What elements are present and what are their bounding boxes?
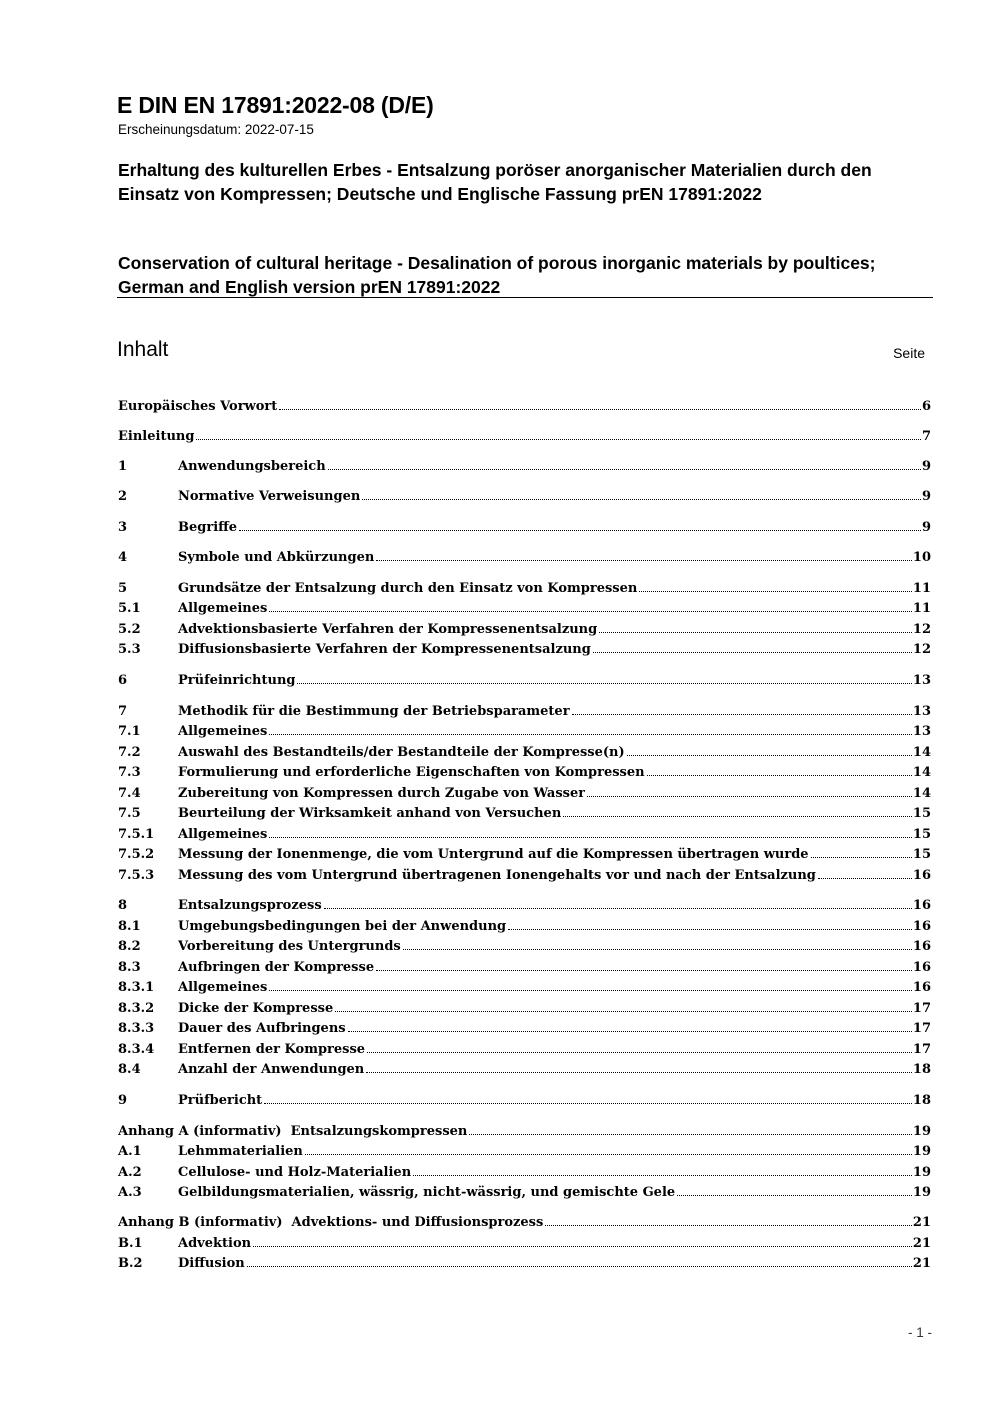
toc-entry-title: Beurteilung der Wirksamkeit anhand von Versuchen — [178, 806, 562, 821]
toc-dot-leader — [376, 970, 912, 971]
toc-dot-leader — [811, 857, 912, 858]
toc-entry-page: 7 — [921, 429, 931, 444]
toc-dot-leader — [362, 499, 921, 500]
toc-entry-title: Dauer des Aufbringens — [178, 1021, 346, 1036]
toc-dot-leader — [279, 409, 921, 410]
toc-entry-title: Prüfbericht — [178, 1093, 263, 1108]
toc-entry-number: 8.2 — [118, 939, 141, 954]
toc-dot-leader — [413, 1175, 912, 1176]
toc-entry-number: A.1 — [118, 1144, 142, 1159]
toc-entry[interactable] — [118, 598, 931, 616]
toc-entry-page: 13 — [912, 704, 931, 719]
toc-entry[interactable] — [118, 865, 931, 883]
toc-entry-number: 2 — [118, 489, 128, 504]
toc-entry-title: Diffusion — [178, 1256, 245, 1271]
toc-entry-page: 13 — [912, 724, 931, 739]
toc-entry-title: Normative Verweisungen — [178, 489, 361, 504]
toc-entry-title: Zubereitung von Kompressen durch Zugabe von Wasser — [178, 786, 586, 801]
toc-entry-page: 12 — [912, 622, 931, 637]
toc-entry[interactable] — [118, 1121, 931, 1139]
toc-page-label: Seite — [893, 345, 925, 361]
toc-entry[interactable] — [118, 824, 931, 842]
toc-entry-number: 7 — [118, 704, 128, 719]
toc-entry-number: 8.3 — [118, 960, 141, 975]
toc-entry-title: Entsalzungsprozess — [178, 898, 322, 913]
toc-entry[interactable] — [118, 426, 931, 444]
toc-entry-page: 9 — [921, 520, 931, 535]
toc-entry-page: 15 — [912, 806, 931, 821]
toc-entry-title: Anhang A (informativ) Entsalzungskompressen — [118, 1124, 468, 1139]
toc-entry-page: 21 — [912, 1215, 931, 1230]
toc-entry-number: 5.2 — [118, 622, 141, 637]
toc-entry-number: 5.3 — [118, 642, 141, 657]
toc-entry-number: 8.3.3 — [118, 1021, 155, 1036]
toc-dot-leader — [572, 714, 912, 715]
toc-entry[interactable] — [118, 957, 931, 975]
toc-entry-title: Advektion — [178, 1236, 252, 1251]
toc-entry[interactable] — [118, 547, 931, 565]
toc-entry-page: 15 — [912, 847, 931, 862]
toc-entry-page: 21 — [912, 1256, 931, 1271]
toc-entry-page: 18 — [912, 1062, 931, 1077]
toc-entry-page: 14 — [912, 765, 931, 780]
toc-entry[interactable] — [118, 396, 931, 414]
toc-dot-leader — [328, 469, 921, 470]
toc-entry-title: Grundsätze der Entsalzung durch den Einsatz von Kompressen — [178, 581, 638, 596]
toc-entry-title: Methodik für die Bestimmung der Betriebsparameter — [178, 704, 570, 719]
toc-entry-page: 16 — [912, 980, 931, 995]
toc-entry-number: B.2 — [118, 1256, 143, 1271]
toc-dot-leader — [469, 1134, 912, 1135]
toc-entry-page: 11 — [912, 581, 931, 596]
toc-entry-page: 11 — [912, 601, 931, 616]
toc-dot-leader — [269, 734, 912, 735]
toc-entry-title: Entfernen der Kompresse — [178, 1042, 366, 1057]
toc-entry-page: 14 — [912, 745, 931, 760]
toc-entry-title: Allgemeines — [178, 601, 268, 616]
toc-entry-page: 19 — [912, 1185, 931, 1200]
toc-dot-leader — [818, 878, 912, 879]
toc-entry-title: Aufbringen der Kompresse — [178, 960, 375, 975]
toc-entry-number: 8.3.4 — [118, 1042, 155, 1057]
toc-entry[interactable] — [118, 1233, 931, 1251]
toc-entry-number: 4 — [118, 550, 128, 565]
toc-entry-page: 19 — [912, 1165, 931, 1180]
toc-entry-number: 8.3.2 — [118, 1001, 155, 1016]
toc-entry-page: 9 — [921, 459, 931, 474]
toc-entry-title: Messung der Ionenmenge, die vom Untergrund auf die Kompressen übertragen wurde — [178, 847, 809, 862]
toc-entry[interactable] — [118, 998, 931, 1016]
toc-entry[interactable] — [118, 721, 931, 739]
toc-dot-leader — [269, 990, 912, 991]
toc-entry-page: 17 — [912, 1021, 931, 1036]
toc-entry[interactable] — [118, 1212, 931, 1230]
toc-heading: Inhalt — [117, 338, 169, 361]
page-number: - 1 - — [907, 1325, 932, 1340]
toc-dot-leader — [335, 1011, 912, 1012]
toc-entry[interactable] — [118, 1090, 931, 1108]
document-id: E DIN EN 17891:2022-08 (D/E) — [117, 92, 434, 118]
toc-entry-page: 19 — [912, 1144, 931, 1159]
toc-entry-page: 12 — [912, 642, 931, 657]
toc-dot-leader — [253, 1246, 912, 1247]
toc-entry-page: 9 — [921, 489, 931, 504]
toc-entry-number: 3 — [118, 520, 128, 535]
toc-entry-page: 15 — [912, 827, 931, 842]
toc-dot-leader — [196, 439, 921, 440]
toc-entry-title: Allgemeines — [178, 724, 268, 739]
toc-dot-leader — [324, 908, 912, 909]
toc-entry-number: 5 — [118, 581, 128, 596]
toc-entry-number: 7.2 — [118, 745, 141, 760]
toc-entry-page: 6 — [921, 399, 931, 414]
toc-dot-leader — [593, 652, 912, 653]
toc-entry-title: Advektionsbasierte Verfahren der Kompressenentsalzung — [178, 622, 598, 637]
toc-entry[interactable] — [118, 670, 931, 688]
toc-entry-title: Auswahl des Bestandteils/der Bestandteile der Kompresse(n) — [178, 745, 625, 760]
toc-entry-number: 7.3 — [118, 765, 141, 780]
toc-dot-leader — [403, 949, 912, 950]
toc-dot-leader — [348, 1031, 912, 1032]
toc-entry-page: 16 — [912, 898, 931, 913]
toc-entry[interactable] — [118, 1059, 931, 1077]
toc-entry-page: 16 — [912, 919, 931, 934]
toc-entry-page: 17 — [912, 1001, 931, 1016]
toc-entry-page: 13 — [912, 673, 931, 688]
toc-dot-leader — [639, 591, 912, 592]
toc-entry-page: 21 — [912, 1236, 931, 1251]
toc-entry[interactable] — [118, 742, 931, 760]
toc-dot-leader — [599, 632, 912, 633]
toc-entry[interactable] — [118, 936, 931, 954]
toc-entry-page: 14 — [912, 786, 931, 801]
toc-dot-leader — [269, 837, 912, 838]
toc-entry-number: 8.4 — [118, 1062, 141, 1077]
toc-entry[interactable] — [118, 701, 931, 719]
toc-entry-title: Lehmmaterialien — [178, 1144, 303, 1159]
toc-dot-leader — [545, 1225, 912, 1226]
toc-entry-number: 8 — [118, 898, 128, 913]
toc-dot-leader — [367, 1052, 912, 1053]
toc-entry-number: 8.3.1 — [118, 980, 155, 995]
toc-dot-leader — [563, 816, 912, 817]
toc-entry-title: Einleitung — [118, 429, 195, 444]
toc-entry[interactable] — [118, 977, 931, 995]
toc-entry-number: 9 — [118, 1093, 128, 1108]
toc-entry-number: 6 — [118, 673, 128, 688]
toc-dot-leader — [297, 683, 911, 684]
toc-entry-number: 7.5.3 — [118, 868, 155, 883]
toc-entry-title: Cellulose- und Holz-Materialien — [178, 1165, 412, 1180]
toc-dot-leader — [366, 1072, 912, 1073]
toc-entry[interactable] — [118, 486, 931, 504]
toc-entry-title: Symbole und Abkürzungen — [178, 550, 375, 565]
title-english: Conservation of cultural heritage - Desalination of porous inorganic materials by poultices; German and English version prEN 17891:2022 — [118, 253, 876, 297]
toc-dot-leader — [647, 775, 912, 776]
toc-entry[interactable] — [118, 578, 931, 596]
toc-dot-leader — [239, 530, 921, 531]
toc-entry-number: 7.5.2 — [118, 847, 155, 862]
toc-entry[interactable] — [118, 639, 931, 657]
toc-dot-leader — [247, 1266, 912, 1267]
toc-entry-title: Dicke der Kompresse — [178, 1001, 334, 1016]
toc-entry-number: 5.1 — [118, 601, 141, 616]
toc-entry-page: 16 — [912, 939, 931, 954]
toc-entry-number: 7.5.1 — [118, 827, 155, 842]
toc-entry-title: Formulierung und erforderliche Eigenschaften von Kompressen — [178, 765, 645, 780]
toc-dot-leader — [264, 1103, 912, 1104]
toc-dot-leader — [627, 755, 912, 756]
publication-date: Erscheinungsdatum: 2022-07-15 — [118, 122, 314, 137]
toc-entry[interactable] — [118, 517, 931, 535]
toc-entry-page: 19 — [912, 1124, 931, 1139]
toc-dot-leader — [269, 611, 912, 612]
toc-dot-leader — [677, 1195, 912, 1196]
toc-entry-title: Allgemeines — [178, 827, 268, 842]
title-german: Erhaltung des kulturellen Erbes - Entsalzung poröser anorganischer Materialien durch den Einsatz von Kompressen; Deutsche und Englische Fassung prEN 17891:2022 — [118, 160, 872, 204]
toc-entry-page: 10 — [912, 550, 931, 565]
toc-entry-number: 8.1 — [118, 919, 141, 934]
toc-entry[interactable] — [118, 1162, 931, 1180]
toc-entry-page: 16 — [912, 960, 931, 975]
toc-dot-leader — [376, 560, 912, 561]
toc-entry-number: 7.1 — [118, 724, 141, 739]
toc-entry-title: Diffusionsbasierte Verfahren der Kompressenentsalzung — [178, 642, 591, 657]
toc-entry-number: 7.5 — [118, 806, 141, 821]
toc-entry-title: Gelbildungsmaterialien, wässrig, nicht-wässrig, und gemischte Gele — [178, 1185, 676, 1200]
toc-entry-title: Umgebungsbedingungen bei der Anwendung — [178, 919, 507, 934]
toc-entry-number: 7.4 — [118, 786, 141, 801]
toc-entry[interactable] — [118, 1018, 931, 1036]
toc-entry[interactable] — [118, 1141, 931, 1159]
toc-entry-title: Anhang B (informativ) Advektions- und Diffusionsprozess — [118, 1215, 544, 1230]
toc-entry[interactable] — [118, 844, 931, 862]
toc-entry-page: 18 — [912, 1093, 931, 1108]
toc-entry[interactable] — [118, 916, 931, 934]
toc-entry[interactable] — [118, 619, 931, 637]
toc-entry-number: A.2 — [118, 1165, 142, 1180]
toc-entry[interactable] — [118, 803, 931, 821]
header-divider — [117, 297, 933, 298]
toc-entry[interactable] — [118, 456, 931, 474]
toc-entry[interactable] — [118, 1039, 931, 1057]
toc-entry-number: 1 — [118, 459, 128, 474]
toc-entry-title: Allgemeines — [178, 980, 268, 995]
toc-entry[interactable] — [118, 762, 931, 780]
toc-entry-page: 16 — [912, 868, 931, 883]
toc-entry-title: Messung des vom Untergrund übertragenen Ionengehalts vor und nach der Entsalzung — [178, 868, 816, 883]
toc-entry[interactable] — [118, 1182, 931, 1200]
toc-entry[interactable] — [118, 783, 931, 801]
toc-entry[interactable] — [118, 895, 931, 913]
toc-entry-number: B.1 — [118, 1236, 143, 1251]
toc-entry-page: 17 — [912, 1042, 931, 1057]
toc-dot-leader — [587, 796, 912, 797]
toc-dot-leader — [508, 929, 912, 930]
toc-entry-title: Prüfeinrichtung — [178, 673, 296, 688]
toc-entry-title: Begriffe — [178, 520, 238, 535]
toc-dot-leader — [305, 1154, 912, 1155]
toc-entry-title: Anwendungsbereich — [178, 459, 326, 474]
toc-entry-number: A.3 — [118, 1185, 142, 1200]
toc-entry-title: Europäisches Vorwort — [118, 399, 278, 414]
toc-entry[interactable] — [118, 1253, 931, 1271]
toc-entry-title: Vorbereitung des Untergrunds — [178, 939, 401, 954]
toc-entry-title: Anzahl der Anwendungen — [178, 1062, 365, 1077]
